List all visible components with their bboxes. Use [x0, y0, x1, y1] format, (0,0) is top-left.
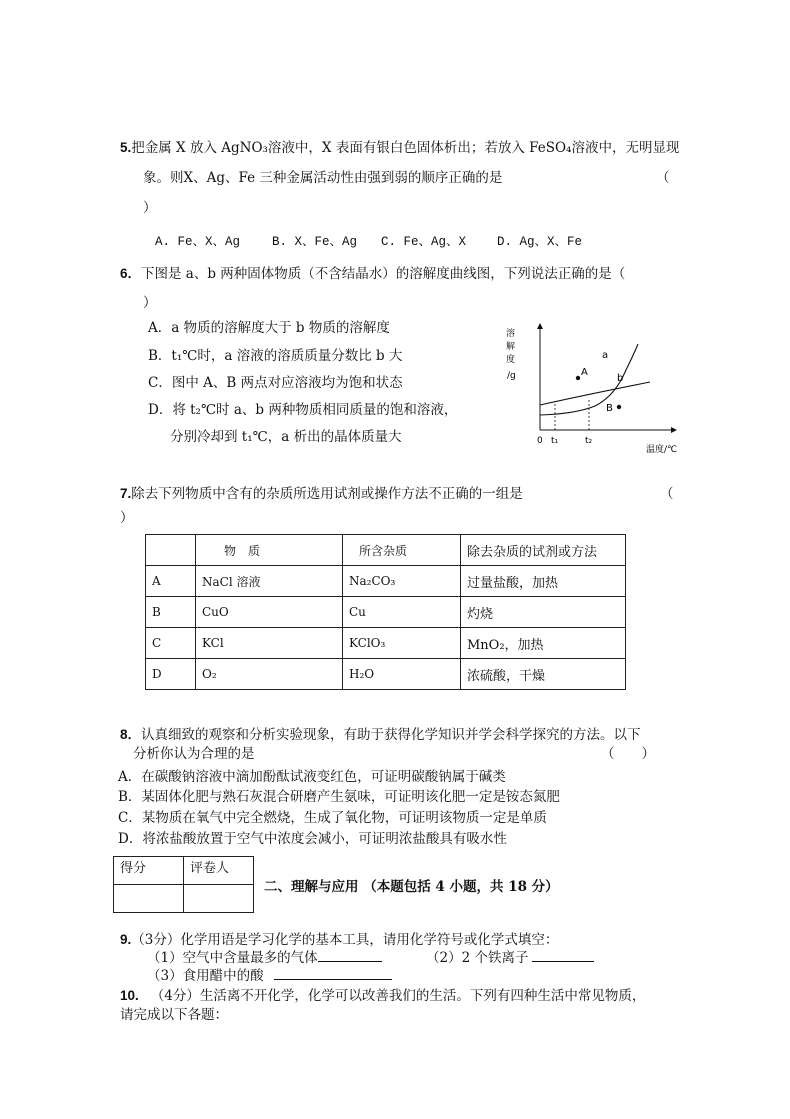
score-box	[113, 856, 254, 913]
q9-item1-label: （1）空气中含量最多的气体	[147, 950, 318, 966]
q10-line1	[120, 984, 645, 1004]
q9-item2-blank[interactable]	[532, 949, 594, 962]
q5-paren-open: （	[656, 170, 670, 186]
table-row	[146, 566, 626, 597]
q6-paren-close: ）	[143, 295, 157, 311]
q6-option-a: A．a 物质的溶解度大于 b 物质的溶解度	[148, 320, 390, 336]
q9-item2	[426, 946, 594, 966]
q5-option-d: D. Ag、X、Fe	[497, 235, 583, 249]
table-cell: MnO₂，加热	[461, 628, 626, 659]
graph-xlabel: 温度/℃	[646, 445, 678, 455]
table-cell: CuO	[196, 597, 343, 628]
q10-number: 10.	[120, 988, 139, 1003]
q9-item1-blank[interactable]	[318, 949, 382, 962]
q9-stem-1: （3分）化学用语是学习化学的基本工具，请用化学符号或化学式填空：	[131, 932, 559, 948]
grader-label: 评卷人	[184, 857, 254, 885]
q5-number: 5.	[120, 140, 132, 155]
point-b-label: B	[606, 403, 613, 414]
curve-a-label: a	[602, 350, 609, 361]
grader-cell[interactable]	[184, 885, 254, 913]
table-cell: A	[146, 566, 196, 597]
q7-stem-1: 除去下列物质中含有的杂质所选用试剂或操作方法不正确的一组是	[131, 486, 523, 502]
table-header-row	[146, 535, 626, 566]
table-cell: KClO₃	[343, 628, 461, 659]
table-cell: KCl	[196, 628, 343, 659]
q8-number: 8．	[120, 727, 142, 742]
q5-paren-close: ）	[143, 200, 157, 216]
point-b-dot	[617, 405, 621, 409]
section2-title: 二、理解与应用 （本题包括 4 小题，共 18 分）	[264, 879, 559, 895]
q9-item3-blank[interactable]	[274, 967, 392, 980]
q8-line1	[120, 723, 641, 743]
q8-option-c: C．某物质在氧气中完全燃烧，生成了氧化物，可证明该物质一定是单质	[118, 810, 547, 826]
graph-origin: 0	[537, 436, 543, 446]
graph-ylabel-1: 溶	[506, 329, 516, 339]
table-cell: C	[146, 628, 196, 659]
solubility-graph	[500, 318, 690, 458]
table-cell: NaCl 溶液	[196, 566, 343, 597]
graph-ylabel-3: 度	[506, 355, 516, 365]
table-cell: B	[146, 597, 196, 628]
q5-option-b: B. X、Fe、Ag	[272, 235, 358, 249]
q9-number: 9.	[120, 932, 132, 947]
table-header-cell: 所含杂质	[343, 535, 461, 566]
q8-option-d: D．将浓盐酸放置于空气中浓度会减小，可证明浓盐酸具有吸水性	[118, 831, 507, 847]
q8-option-b: B．某固体化肥与熟石灰混合研磨产生氨味，可证明该化肥一定是铵态氮肥	[118, 789, 560, 805]
q6-number: 6．	[120, 266, 142, 281]
table-cell: D	[146, 659, 196, 690]
q7-line1	[120, 482, 523, 502]
table-row	[146, 659, 626, 690]
graph-ylabel-2: 解	[506, 342, 516, 352]
q8-option-a: A．在碳酸钠溶液中滴加酚酞试液变红色，可证明碳酸钠属于碱类	[118, 769, 506, 785]
table-cell: 浓硫酸，干燥	[461, 659, 626, 690]
graph-t2: t₂	[585, 436, 593, 446]
q6-option-c: C．图中 A、B 两点对应溶液均为饱和状态	[148, 375, 403, 391]
q5-stem-1: 把金属 X 放入 AgNO₃溶液中，X 表面有银白色固体析出；若放入 FeSO₄溶液中，无明显现	[131, 140, 680, 156]
score-cell[interactable]	[114, 885, 184, 913]
q9-line1	[120, 928, 558, 948]
table-row	[146, 597, 626, 628]
q7-number: 7.	[120, 486, 132, 501]
q5-line1	[120, 136, 679, 156]
q5-line2: 象。则X、Ag、Fe 三种金属活动性由强到弱的顺序正确的是	[143, 170, 503, 186]
q8-paren: （ ）	[601, 746, 655, 762]
table-header-cell: 除去杂质的试剂或方法	[461, 535, 626, 566]
table-cell: Na₂CO₃	[343, 566, 461, 597]
q10-line2: 请完成以下各题：	[120, 1007, 228, 1023]
table-header-cell: 物 质	[196, 535, 343, 566]
table-cell: H₂O	[343, 659, 461, 690]
q6-stem-1: 下图是 a、b 两种固体物质（不含结晶水）的溶解度曲线图，下列说法正确的是（	[141, 266, 626, 282]
table-cell: O₂	[196, 659, 343, 690]
point-a-label: A	[581, 367, 588, 378]
q9-item2-label: （2）2 个铁离子	[426, 950, 529, 966]
curve-b	[540, 382, 650, 405]
point-a-dot	[576, 376, 580, 380]
q6-option-d-cont: 分别冷却到 t₁℃，a 析出的晶体质量大	[170, 429, 402, 445]
q6-option-d: D．将 t₂℃时 a、b 两种物质相同质量的饱和溶液，	[148, 402, 458, 418]
q6-line1	[120, 262, 625, 282]
table-cell: 灼烧	[461, 597, 626, 628]
graph-t1: t₁	[551, 436, 559, 446]
q9-item3	[147, 964, 392, 984]
q9-item1	[147, 946, 382, 966]
q5-option-a: A. Fe、X、Ag	[155, 235, 241, 249]
score-label: 得分	[114, 857, 184, 885]
impurity-table	[145, 534, 626, 690]
table-header-cell	[146, 535, 196, 566]
q7-paren-close: ）	[120, 510, 134, 526]
q5-option-c: C. Fe、Ag、X	[381, 235, 467, 249]
table-cell: Cu	[343, 597, 461, 628]
q10-stem-1: （4分）生活离不开化学，化学可以改善我们的生活。下列有四种生活中常见物质，	[150, 988, 646, 1004]
q7-paren-open: （	[660, 486, 674, 502]
q8-stem-1: 认真细致的观察和分析实验现象，有助于获得化学知识并学会科学探究的方法。以下	[141, 727, 641, 743]
table-cell: 过量盐酸，加热	[461, 566, 626, 597]
graph-ylabel-4: /g	[507, 371, 516, 381]
table-row	[146, 628, 626, 659]
q8-line2: 分析你认为合理的是	[133, 746, 255, 762]
q6-option-b: B．t₁℃时，a 溶液的溶质质量分数比 b 大	[148, 348, 403, 364]
q9-item3-label: （3）食用醋中的酸	[147, 968, 264, 984]
curve-b-label: b	[617, 373, 624, 384]
